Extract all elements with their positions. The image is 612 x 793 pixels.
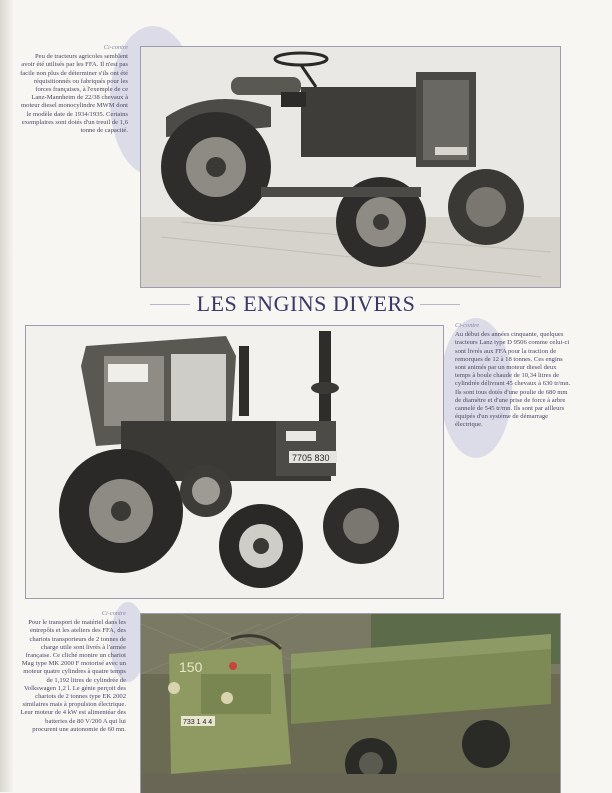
caption-label: Ci-contre (455, 322, 480, 329)
page-spine-shadow (0, 0, 14, 792)
title-rule-right (420, 304, 460, 305)
photo-lanz-d9506-tractor (25, 325, 444, 599)
photo-mag-transport-cart (140, 613, 561, 793)
caption-lanz-mannheim (20, 44, 128, 135)
tractor-bw-illustration (141, 47, 560, 287)
photo-lanz-mannheim-tractor (140, 46, 561, 288)
caption-text: Pour le transport de matériel dans les entrepôts et les ateliers des FFA, des chariots transporteurs de 2 tonnes de charge utile sont livrés à l'armée française. Ce cliché montre un chariot Mag type MK 2000 F motorisé avec un moteur quatre cylindres à quatre temps de 1,192 litres de cylindrée de Volkswagen 1,2 l. Le génie perçoit des chariots de 2 tonnes type EK 2002 similaires mais à propulsion électrique. Leur moteur de 4 kW est alimentéar des batteries de 80 V/200 A qui lui procurent une autonomie de 60 mn. (20, 619, 126, 733)
cart-registration-plate: 733 1 4 4 (183, 719, 213, 726)
caption-label: Ci-contre (101, 610, 126, 617)
cart-number: 150 (179, 659, 203, 675)
section-title: LES ENGINS DIVERS (196, 291, 416, 316)
caption-label: Ci-contre (103, 44, 128, 51)
caption-text: Peu de tracteurs agricoles semblent avoir été utilisés par les FFA. Il n'est pas facile non plus de déterminer s'ils ont été réquisitionnés ou fabriqués pour les forces françaises, à l'exemple de ce Lanz-Mannheim de 22/38 chevaux à moteur diesel monocylindre MWM dont le modèle date de 1934/1935. Certains exemplaires sont dotés d'un treuil de 1,6 tonne de capacité. (20, 53, 128, 135)
caption-lanz-d9506 (455, 322, 573, 430)
tractor-cab-bw-illustration (26, 326, 443, 598)
cart-colour-illustration (141, 614, 560, 793)
tractor-registration-plate: 7705 830 (292, 453, 330, 463)
caption-text: Au début des années cinquante, quelques tracteurs Lanz type D 9506 comme celui-ci sont livrés aux FFA pour la traction de remorques de 12 à 18 tonnes. Ces engins sont animés par un moteur diesel deux temps à boule chaude de 10,34 litres de cylindrée délivrant 45 chevaux à 630 tr/mn. Ils sont tous dotés d'une poulie de 680 mm de diamètre et d'une prise de force à arbre cannelé de 545 tr/mn. Ils sont par ailleurs équipés d'un système de démarrage électrique. (455, 331, 571, 429)
caption-mag-cart (20, 610, 126, 734)
